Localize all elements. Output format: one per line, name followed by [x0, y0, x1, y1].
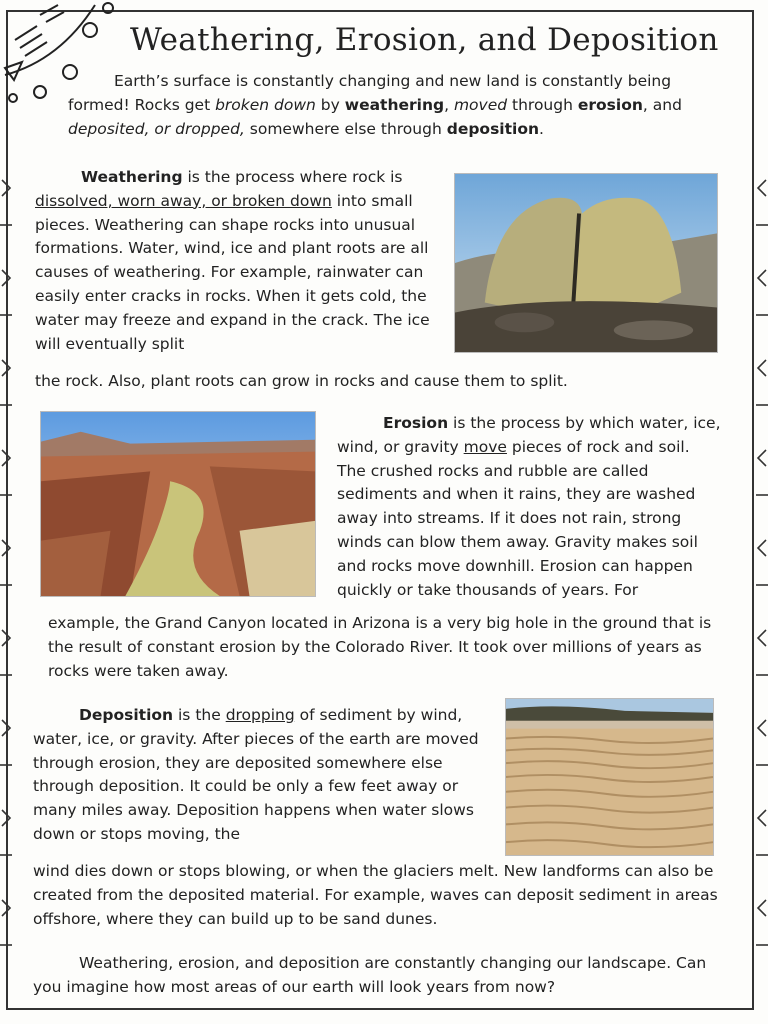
intro-term-deposition: deposition	[446, 119, 540, 138]
right-arrow-border-icon	[754, 150, 768, 1000]
intro-emphasis: deposited, or dropped,	[68, 119, 245, 138]
intro-text: Earth’s surface is constantly changing and new land is constantly being formed! Rocks get	[68, 72, 672, 114]
deposition-text: is the	[173, 706, 226, 724]
deposition-paragraph	[33, 704, 489, 847]
weathering-text: into small pieces. Weathering can shape rocks into unusual formations. Water, wind, ice and plant roots are all causes of weathering. For example, rainwater can easily enter cracks in rocks. When it gets cold, the water may freeze and expand in the crack. The ice will eventually split	[35, 191, 430, 353]
weathering-text: is the process where rock is	[182, 168, 403, 186]
deposition-paragraph-tail: wind dies down or stops blowing, or when the glaciers melt. New landforms can also be created from the deposited material. For example, waves can deposit sediment in areas offshore, where they can build up to be sand dunes.	[33, 862, 718, 928]
deposition-underlined: dropping	[225, 706, 295, 724]
erosion-paragraph	[337, 412, 723, 602]
erosion-text: is the process by which water, ice, wind, or gravity	[337, 414, 721, 456]
erosion-text: pieces of rock and soil. The crushed rocks and rubble are called sediments and when it rains, they are washed away into streams. If it does not rain, strong winds can blow them away. Gravity makes soil and rocks move downhill. Erosion can happen quickly or take thousands of years. For	[337, 437, 698, 599]
intro-term-weathering: weathering	[344, 95, 445, 114]
split-rock-photo	[454, 173, 718, 353]
intro-emphasis: broken down	[215, 95, 316, 114]
intro-text: through	[507, 95, 578, 114]
intro-text: , and	[642, 95, 682, 114]
page-title: Weathering, Erosion, and Deposition	[130, 22, 719, 58]
intro-emphasis: moved	[453, 95, 508, 114]
left-arrow-border-icon	[0, 150, 14, 1000]
intro-text: by	[315, 95, 345, 114]
weathering-underlined: dissolved, worn away, or broken down	[35, 191, 332, 210]
intro-paragraph	[68, 70, 718, 141]
weathering-paragraph	[35, 166, 447, 356]
intro-text: .	[539, 119, 544, 138]
weathering-paragraph-tail: the rock. Also, plant roots can grow in rocks and cause them to split.	[35, 372, 568, 390]
erosion-underlined: move	[463, 437, 507, 456]
intro-term-erosion: erosion	[577, 95, 643, 114]
sand-ripples-photo	[505, 698, 714, 856]
erosion-term: Erosion	[383, 414, 449, 432]
deposition-text: of sediment by wind, water, ice, or gravity. After pieces of the earth are moved through erosion, they are deposited somewhere else through deposition. It could be only a few feet away or many miles away. Deposition happens when water slows down or stops moving, the	[33, 706, 479, 843]
weathering-term: Weathering	[81, 168, 183, 186]
erosion-paragraph-tail: example, the Grand Canyon located in Arizona is a very big hole in the ground that is the result of constant erosion by the Colorado River. It took over millions of years as rocks were taken away.	[48, 614, 712, 680]
intro-text: ,	[444, 95, 454, 114]
conclusion-paragraph: Weathering, erosion, and deposition are constantly changing our landscape. Can you imagine how most areas of our earth will look years from now?	[33, 954, 707, 996]
intro-text: somewhere else through	[244, 119, 447, 138]
deposition-term: Deposition	[79, 706, 174, 724]
grand-canyon-photo	[40, 411, 316, 597]
